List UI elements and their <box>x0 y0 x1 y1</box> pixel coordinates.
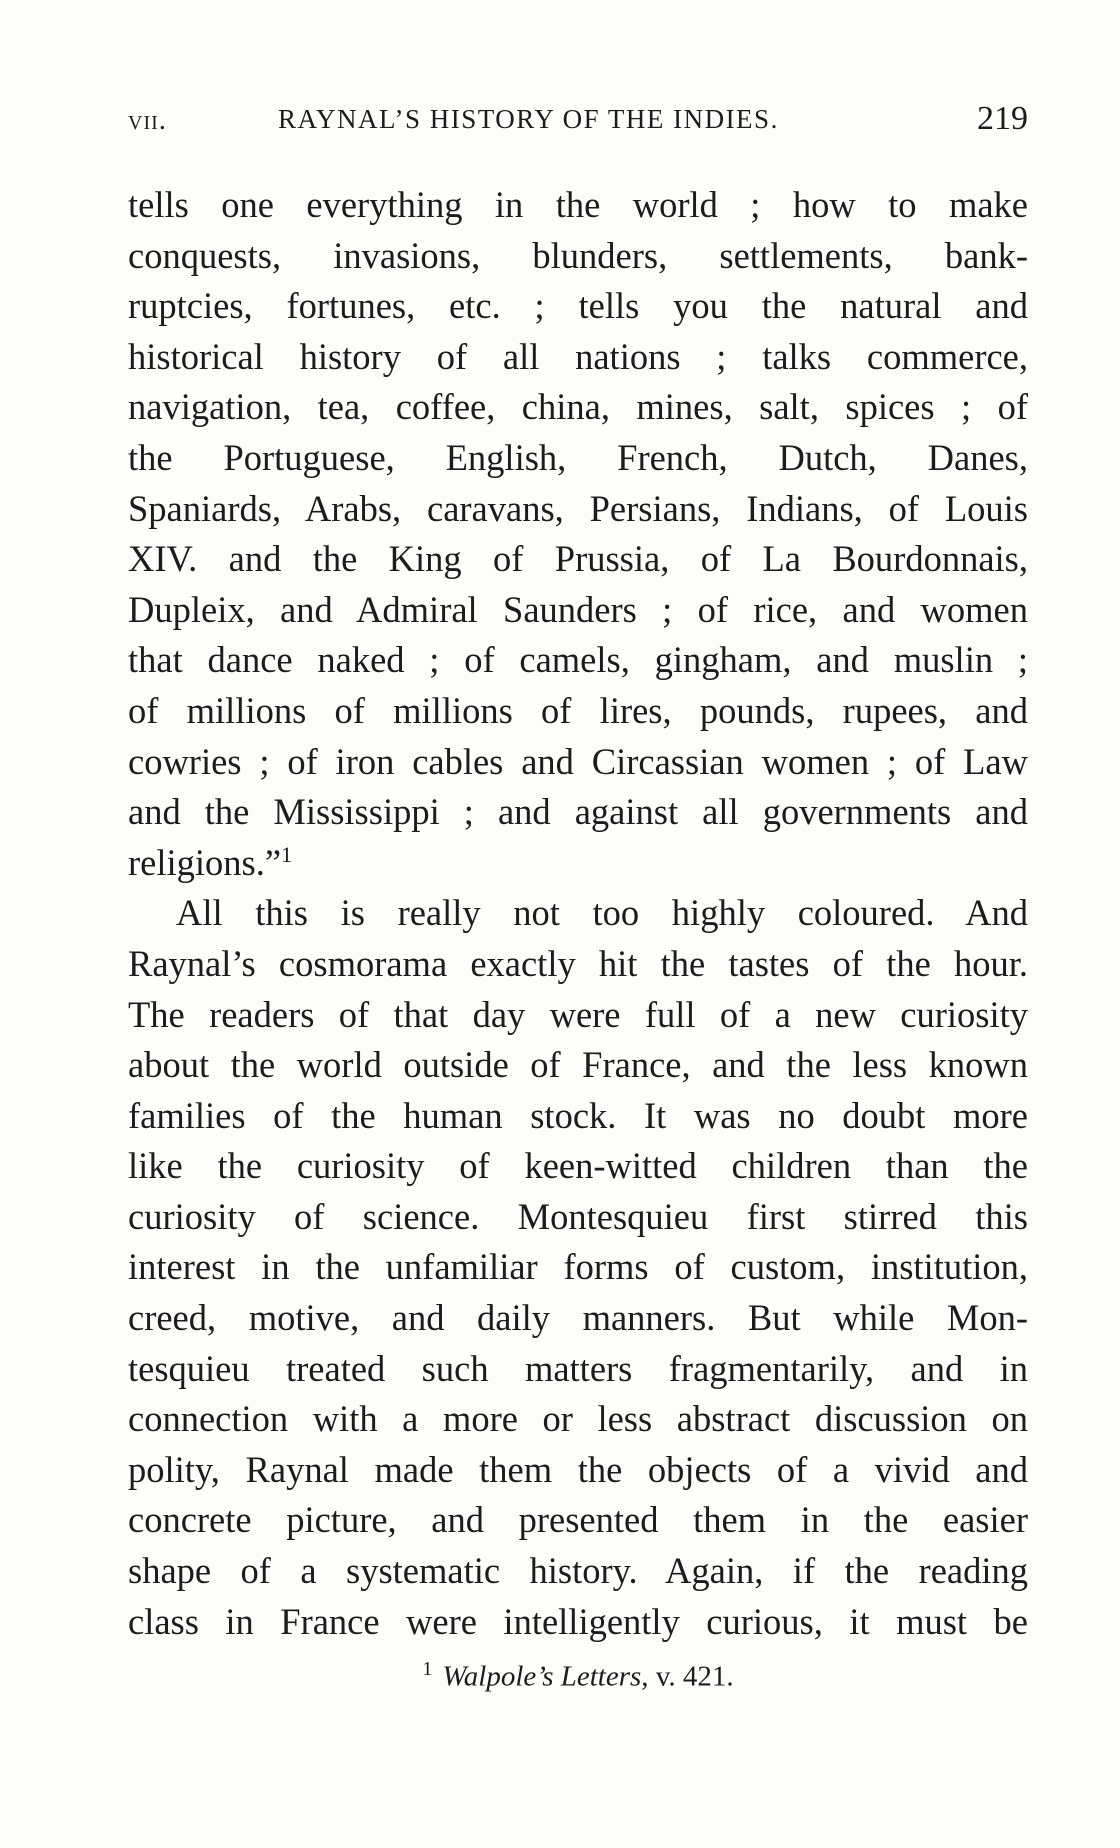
text-line: cowries ; of iron cables and Circassian women ; of Law <box>128 740 1028 782</box>
text-line: creed, motive, and daily manners. But while Mon- <box>128 1297 1028 1339</box>
text-line: concrete picture, and presented them in the easier <box>128 1499 1028 1541</box>
text-line: shape of a systematic history. Again, if the reading <box>128 1550 1028 1592</box>
body-text <box>128 180 1028 1647</box>
text-line: tells one everything in the world ; how to make <box>128 184 1028 225</box>
text-line: The readers of that day were full of a new curiosity <box>128 993 1028 1035</box>
footnote-source: Walpole’s Letters, <box>442 1660 649 1693</box>
text-line: polity, Raynal made them the objects of a vivid and <box>128 1448 1028 1490</box>
footnote-reference[interactable]: 1 <box>281 841 293 867</box>
text-line: like the curiosity of keen-witted children than the <box>128 1145 1028 1187</box>
footnote-mark: 1 <box>422 1658 433 1680</box>
paragraph-1 <box>128 180 1028 888</box>
text-line-content: religions.” <box>128 841 282 883</box>
text-line: curiosity of science. Montesquieu first stirred this <box>128 1195 1028 1237</box>
text-line <box>128 838 1028 889</box>
text-line: historical history of all nations ; talks commerce, <box>128 335 1028 377</box>
text-line: class in France were intelligently curious, it must be <box>128 1600 1028 1642</box>
chapter-number: vii. <box>128 104 168 136</box>
text-line: Spaniards, Arabs, caravans, Persians, Indians, of Louis <box>128 487 1028 529</box>
text-line: XIV. and the King of Prussia, of La Bourdonnais, <box>128 538 1028 580</box>
text-line: of millions of millions of lires, pounds, rupees, and <box>128 689 1028 731</box>
running-head <box>128 100 1028 144</box>
page-number: 219 <box>977 100 1028 137</box>
text-line: that dance naked ; of camels, gingham, and muslin ; <box>128 639 1028 681</box>
text-line: navigation, tea, coffee, china, mines, salt, spices ; of <box>128 386 1028 428</box>
text-line: Raynal’s cosmorama exactly hit the tastes of the hour. <box>128 942 1028 984</box>
text-line: the Portuguese, English, French, Dutch, Danes, <box>128 436 1028 478</box>
text-line: families of the human stock. It was no doubt more <box>128 1094 1028 1136</box>
text-line: Dupleix, and Admiral Saunders ; of rice, and women <box>128 588 1028 630</box>
footnote-location: v. 421. <box>655 1660 734 1693</box>
text-line: ruptcies, fortunes, etc. ; tells you the natural and <box>128 285 1028 327</box>
text-line: tesquieu treated such matters fragmentarily, and in <box>128 1347 1028 1389</box>
footnote <box>128 1658 1028 1694</box>
running-title: RAYNAL’S HISTORY OF THE INDIES. <box>278 104 779 134</box>
text-line: conquests, invasions, blunders, settlements, bank- <box>128 234 1028 276</box>
text-line: and the Mississippi ; and against all governments and <box>128 791 1028 833</box>
paragraph-2 <box>128 888 1028 1647</box>
text-line: about the world outside of France, and the less known <box>128 1044 1028 1086</box>
text-line: All this is really not too highly coloured. And <box>176 892 1028 934</box>
text-line: interest in the unfamiliar forms of custom, institution, <box>128 1246 1028 1288</box>
text-line: connection with a more or less abstract discussion on <box>128 1398 1028 1440</box>
